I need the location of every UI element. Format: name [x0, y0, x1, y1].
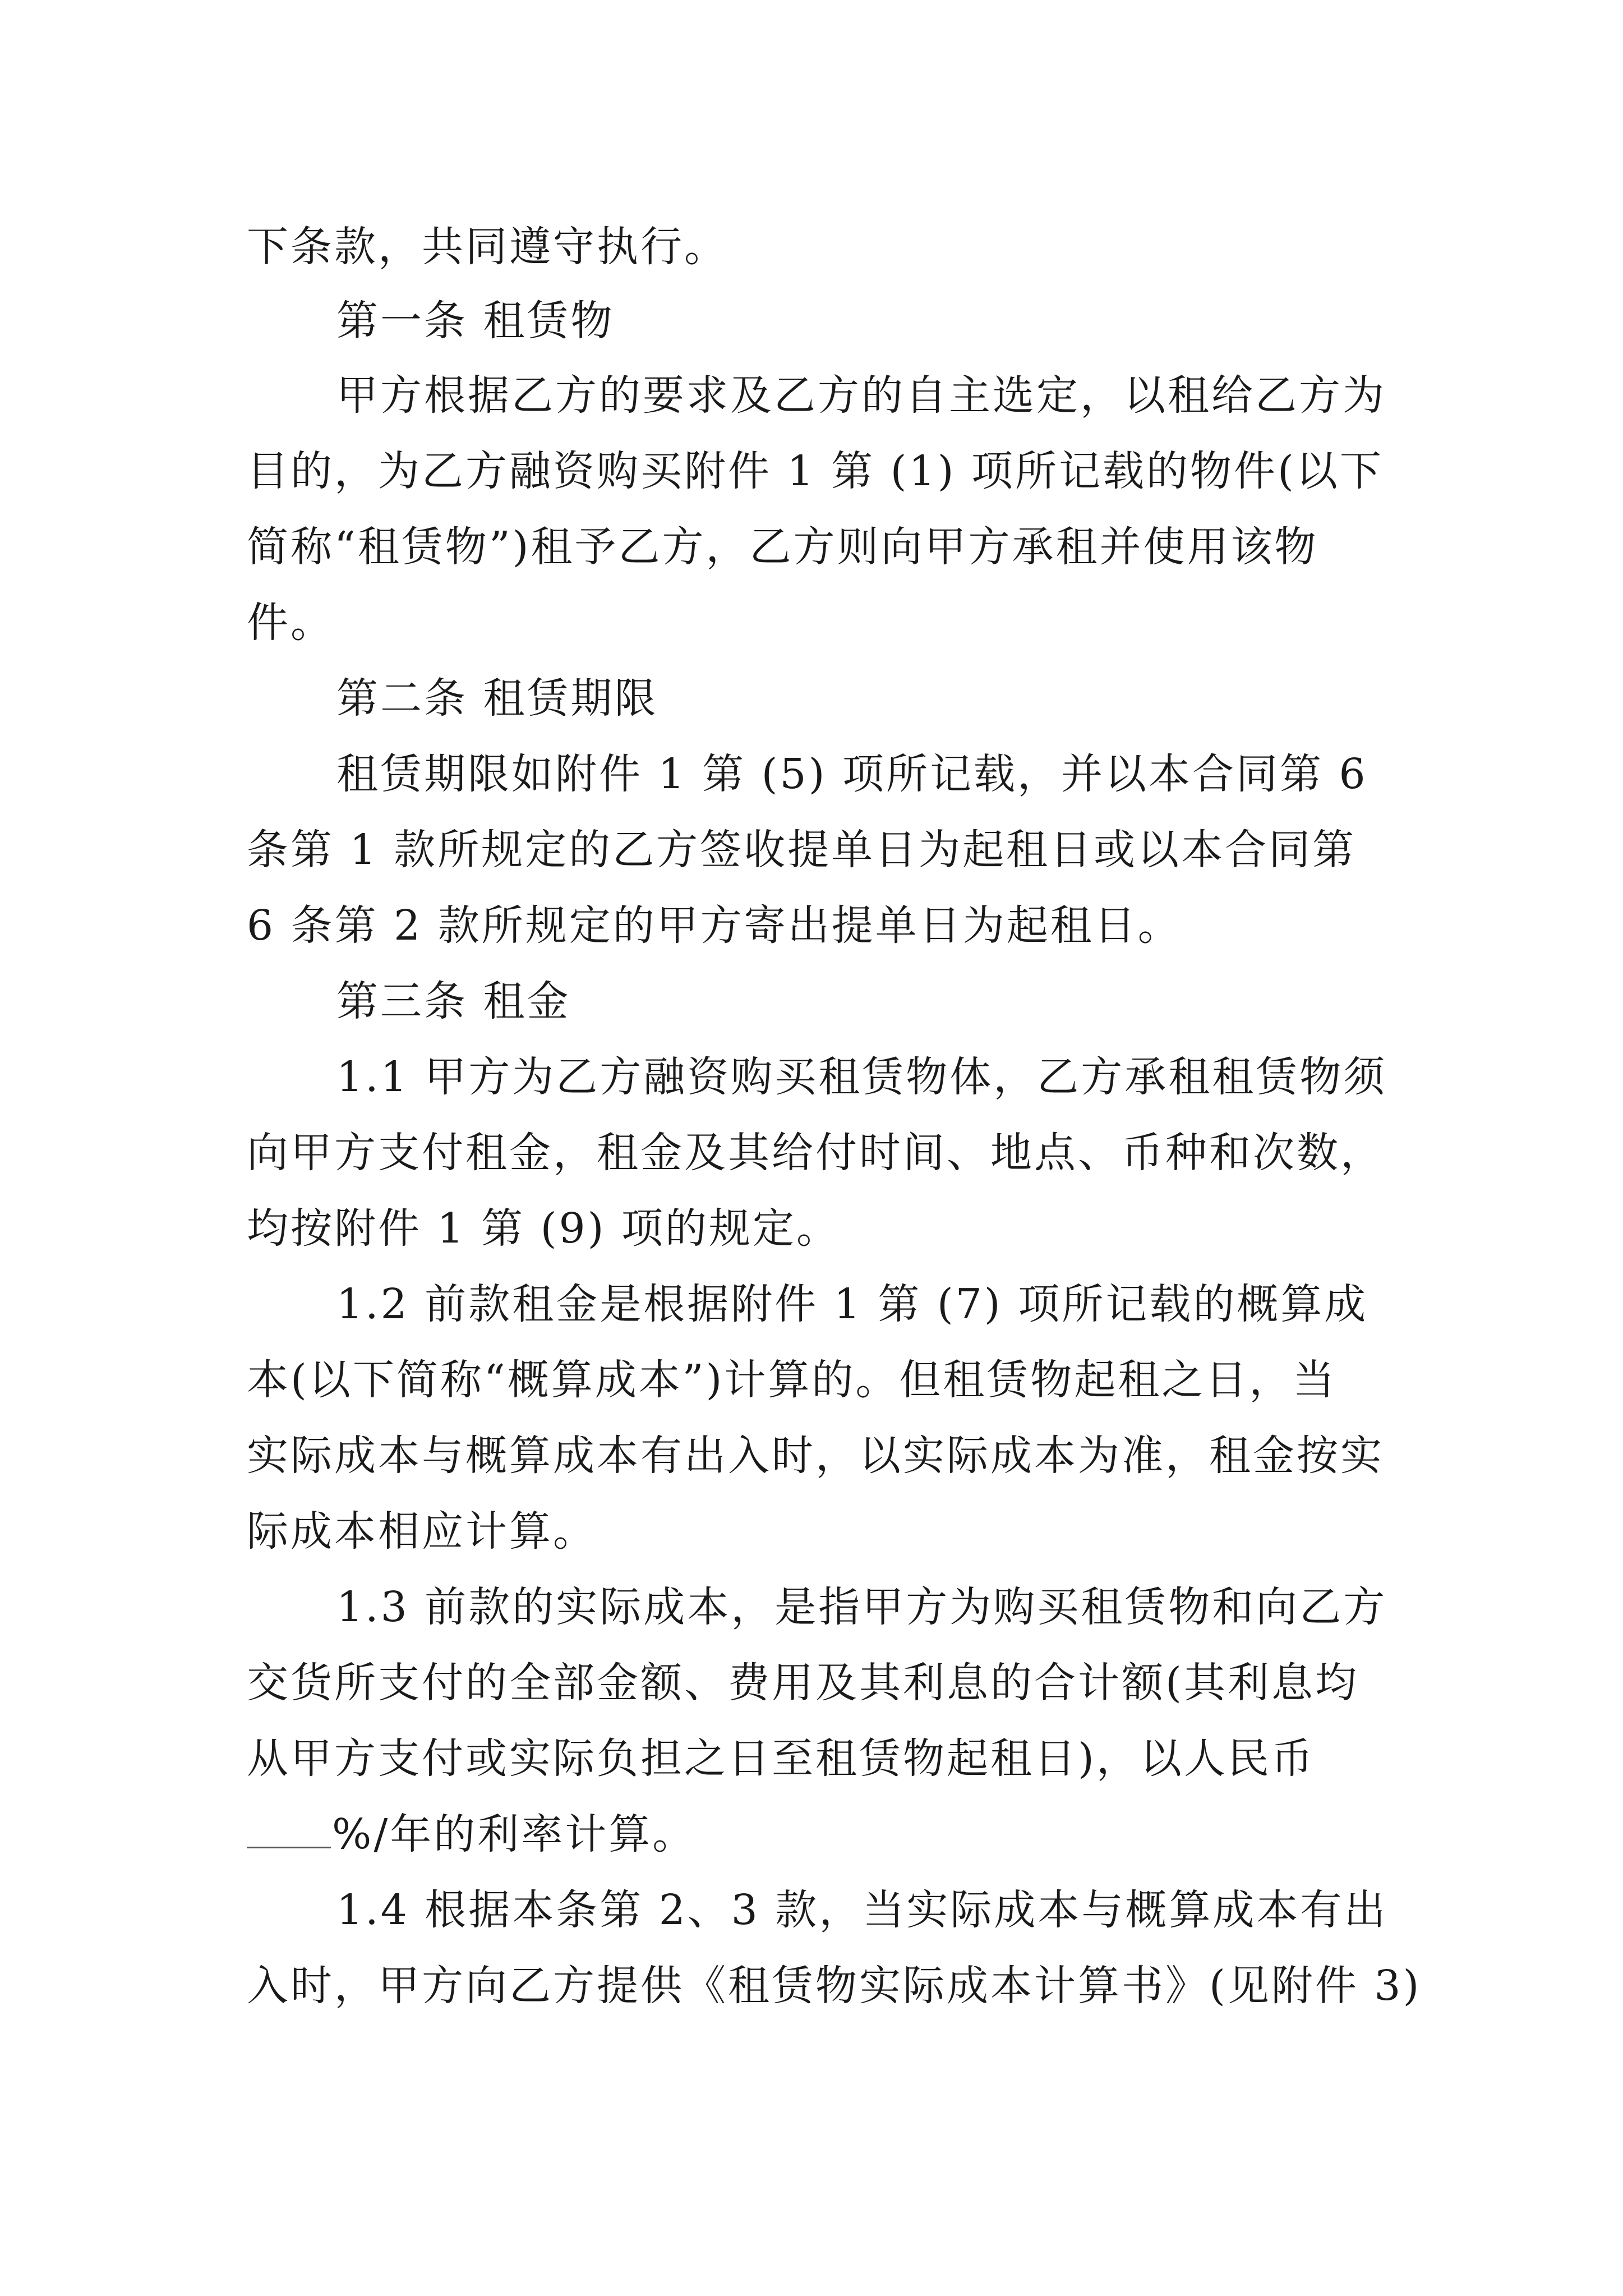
text-line: 1.1 甲方为乙方融资购买租赁物体，乙方承租租赁物须	[336, 1053, 1387, 1101]
text-line: 甲方根据乙方的要求及乙方的自主选定，以租给乙方为	[336, 371, 1386, 420]
text-line: 向甲方支付租金，租金及其给付时间、地点、币种和次数，	[247, 1129, 1384, 1177]
text-line: 1.4 根据本条第 2、3 款，当实际成本与概算成本有出	[336, 1886, 1388, 1934]
rate-line	[247, 1806, 1391, 1862]
text-line: 交货所支付的全部金额、费用及其利息的合计额(其利息均	[247, 1659, 1359, 1707]
article-heading: 第一条 租赁物	[336, 297, 615, 345]
text-line: 简称“租赁物”)租予乙方，乙方则向甲方承租并使用该物	[247, 523, 1318, 571]
text-line: 均按附件 1 第 (9) 项的规定。	[247, 1204, 840, 1253]
text-line: 1.2 前款租金是根据附件 1 第 (7) 项所记载的概算成	[336, 1280, 1368, 1328]
text-line: 本(以下简称“概算成本”)计算的。但租赁物起租之日，当	[247, 1356, 1337, 1404]
text-line: 入时，甲方向乙方提供《租赁物实际成本计算书》(见附件 3)	[247, 1962, 1422, 2010]
text-line: 租赁期限如附件 1 第 (5) 项所记载，并以本合同第 6	[336, 750, 1368, 798]
text-line: 下条款，共同遵守执行。	[247, 223, 728, 271]
text-line: 1.3 前款的实际成本，是指甲方为购买租赁物和向乙方	[336, 1583, 1387, 1631]
text-line: 件。	[247, 599, 334, 647]
text-line: 际成本相应计算。	[247, 1507, 597, 1556]
text-line: 目的，为乙方融资购买附件 1 第 (1) 项所记载的物件(以下	[247, 447, 1384, 495]
text-line: 从甲方支付或实际负担之日至租赁物起租日)，以人民币	[247, 1734, 1315, 1783]
text-line: 6 条第 2 款所规定的甲方寄出提单日为起租日。	[247, 901, 1182, 950]
text-line: 条第 1 款所规定的乙方签收提单日为起租日或以本合同第	[247, 826, 1357, 874]
rate-blank-underline	[247, 1807, 331, 1848]
rate-text: %/年的利率计算。	[332, 1810, 697, 1858]
text-line: 实际成本与概算成本有出入时，以实际成本为准，租金按实	[247, 1432, 1384, 1480]
article-heading: 第三条 租金	[336, 977, 571, 1025]
article-heading: 第二条 租赁期限	[336, 674, 658, 723]
